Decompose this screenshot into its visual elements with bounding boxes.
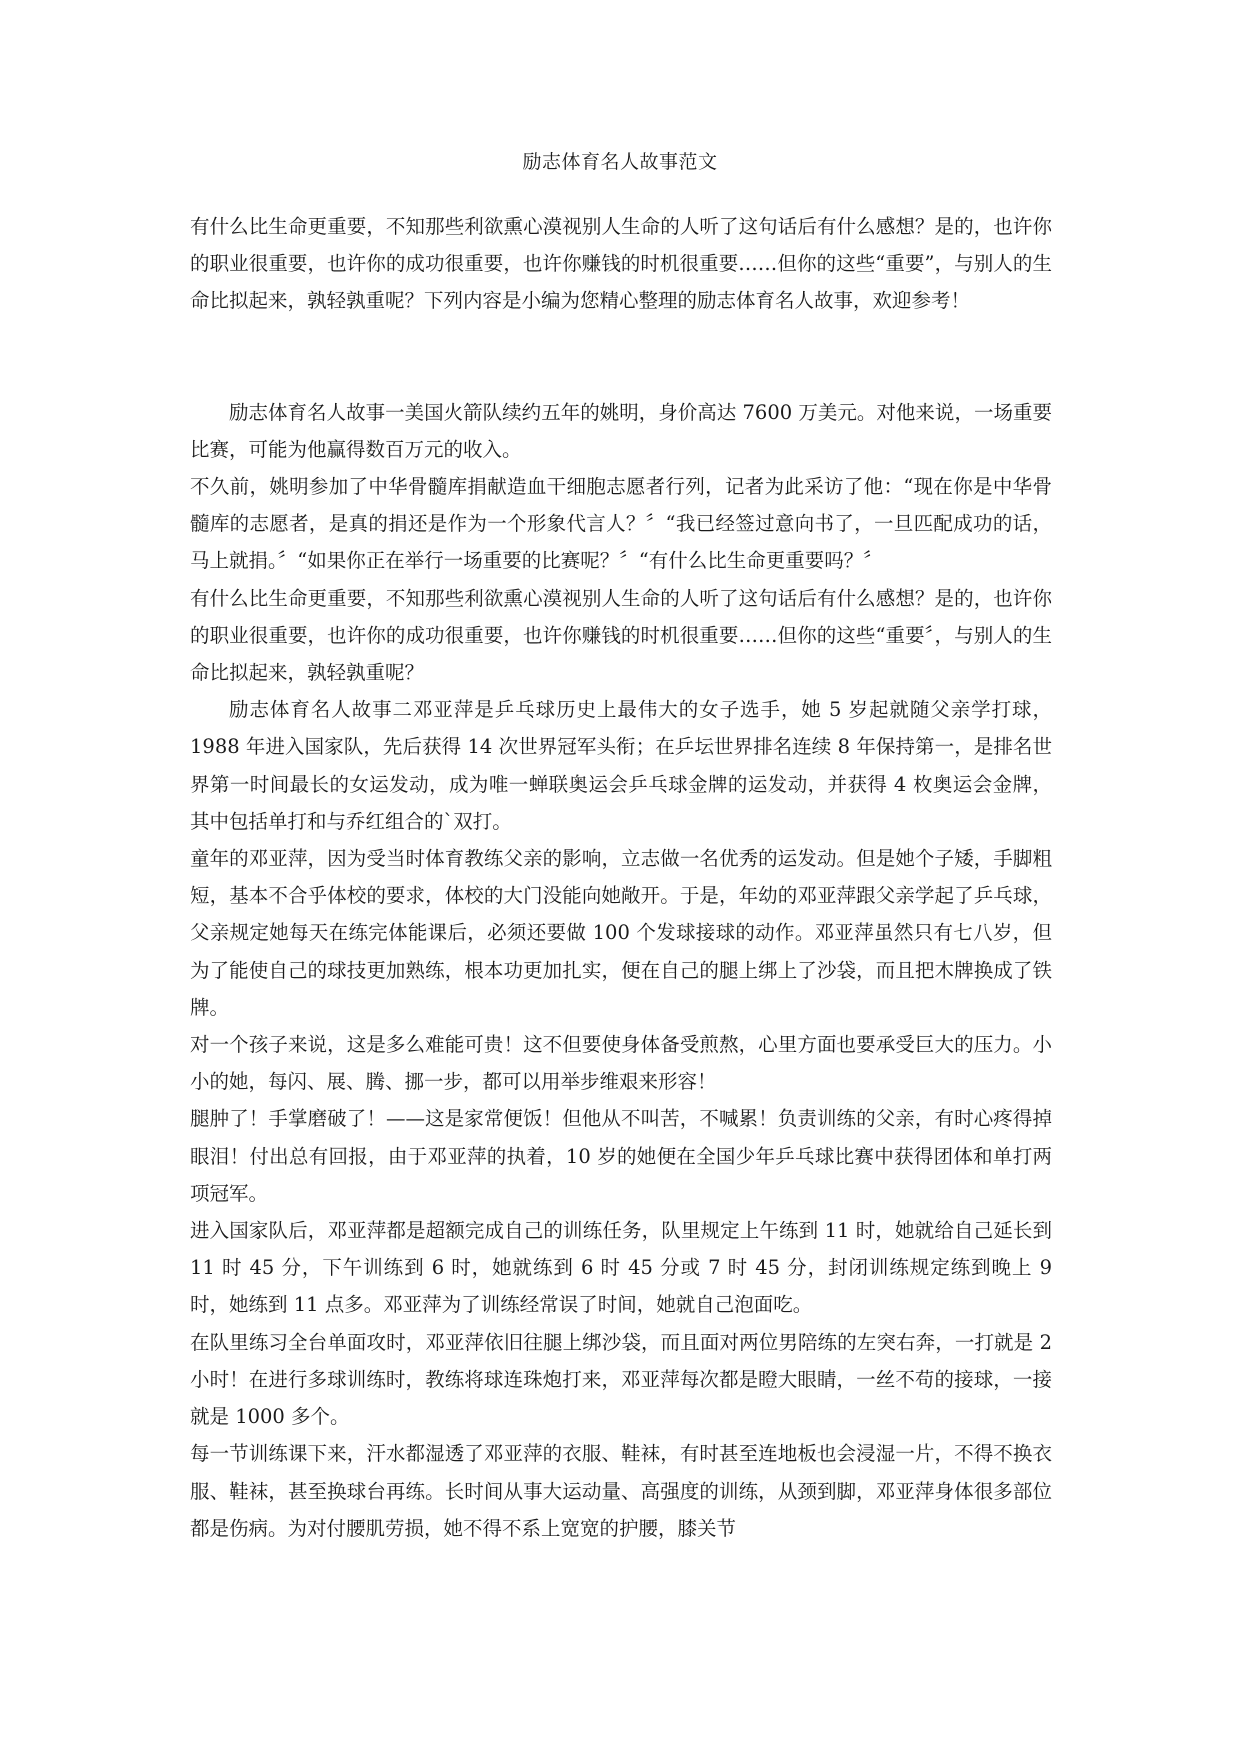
body-paragraph: 励志体育名人故事一美国火箭队续约五年的姚明，身价高达 7600 万美元。对他来说，一场重要比赛，可能为他赢得数百万元的收入。 xyxy=(190,400,1052,461)
body-paragraph: 不久前，姚明参加了中华骨髓库捐献造血干细胞志愿者行列，记者为此采访了他：“现在你是中华骨髓库的志愿者，是真的捐还是作为一个形象代言人？〞“我已经签过意向书了，一旦匹配成功的话，马上就捐。〞“如果你正在举行一场重要的比赛呢？〞“有什么比生命更重要吗？〞 xyxy=(190,475,1052,573)
paragraph-spacer xyxy=(190,320,1052,394)
document-title: 励志体育名人故事范文 xyxy=(522,151,718,173)
body-paragraph: 腿肿了！手掌磨破了！——这是家常便饭！但他从不叫苦，不喊累！负责训练的父亲，有时心疼得掉眼泪！付出总有回报，由于邓亚萍的执着，10 岁的她便在全国少年乒乓球比赛中获得团体和单打两项冠军。 xyxy=(190,1107,1052,1205)
body-paragraph: 有什么比生命更重要，不知那些利欲熏心漠视别人生命的人听了这句话后有什么感想？是的，也许你的职业很重要，也许你的成功很重要，也许你赚钱的时机很重要……但你的这些“重要〞，与别人的生命比拟起来，孰轻孰重呢？ xyxy=(190,586,1052,685)
body-paragraph: 对一个孩子来说，这是多么难能可贵！这不但要使身体备受煎熬，心里方面也要承受巨大的压力。小小的她，每闪、展、腾、挪一步，都可以用举步维艰来形容！ xyxy=(190,1033,1052,1094)
document-body xyxy=(190,208,1052,1547)
body-paragraph: 每一节训练课下来，汗水都湿透了邓亚萍的衣服、鞋袜，有时甚至连地板也会浸湿一片，不得不换衣服、鞋袜，甚至换球台再练。长时间从事大运动量、高强度的训练，从颈到脚，邓亚萍身体很多部位都是伤病。为对付腰肌劳损，她不得不系上宽宽的护腰，膝关节 xyxy=(190,1442,1052,1540)
body-paragraph: 在队里练习全台单面攻时，邓亚萍依旧往腿上绑沙袋，而且面对两位男陪练的左突右奔，一打就是 2 小时！在进行多球训练时，教练将球连珠炮打来，邓亚萍每次都是瞪大眼睛，一丝不苟的接球，一接就是 1000 多个。 xyxy=(190,1330,1052,1429)
body-paragraph: 励志体育名人故事二邓亚萍是乒乓球历史上最伟大的女子选手，她 5 岁起就随父亲学打球，1988 年进入国家队，先后获得 14 次世界冠军头衔；在乒坛世界排名连续 8 年保持第一，是排名世界第一时间最长的女运发动，成为唯一蝉联奥运会乒乓球金牌的运发动，并获得 4 枚奥运会金牌，其中包括单打和与乔红组合的`双打。 xyxy=(190,698,1052,833)
intro-paragraph: 有什么比生命更重要，不知那些利欲熏心漠视别人生命的人听了这句话后有什么感想？是的，也许你的职业很重要，也许你的成功很重要，也许你赚钱的时机很重要……但你的这些“重要”，与别人的生命比拟起来，孰轻孰重呢？下列内容是小编为您精心整理的励志体育名人故事，欢迎参考！ xyxy=(190,215,1052,313)
body-paragraph: 童年的邓亚萍，因为受当时体育教练父亲的影响，立志做一名优秀的运发动。但是她个子矮，手脚粗短，基本不合乎体校的要求，体校的大门没能向她敞开。于是，年幼的邓亚萍跟父亲学起了乒乓球，父亲规定她每天在练完体能课后，必须还要做 100 个发球接球的动作。邓亚萍虽然只有七八岁，但为了能使自己的球技更加熟练，根本功更加扎实，便在自己的腿上绑上了沙袋，而且把木牌换成了铁牌。 xyxy=(190,847,1052,1019)
body-paragraph: 进入国家队后，邓亚萍都是超额完成自己的训练任务，队里规定上午练到 11 时，她就给自己延长到 11 时 45 分，下午训练到 6 时，她就练到 6 时 45 分或 7 时 45 分，封闭训练规定练到晚上 9 时，她练到 11 点多。邓亚萍为了训练经常误了时间，她就自己泡面吃。 xyxy=(190,1219,1052,1317)
